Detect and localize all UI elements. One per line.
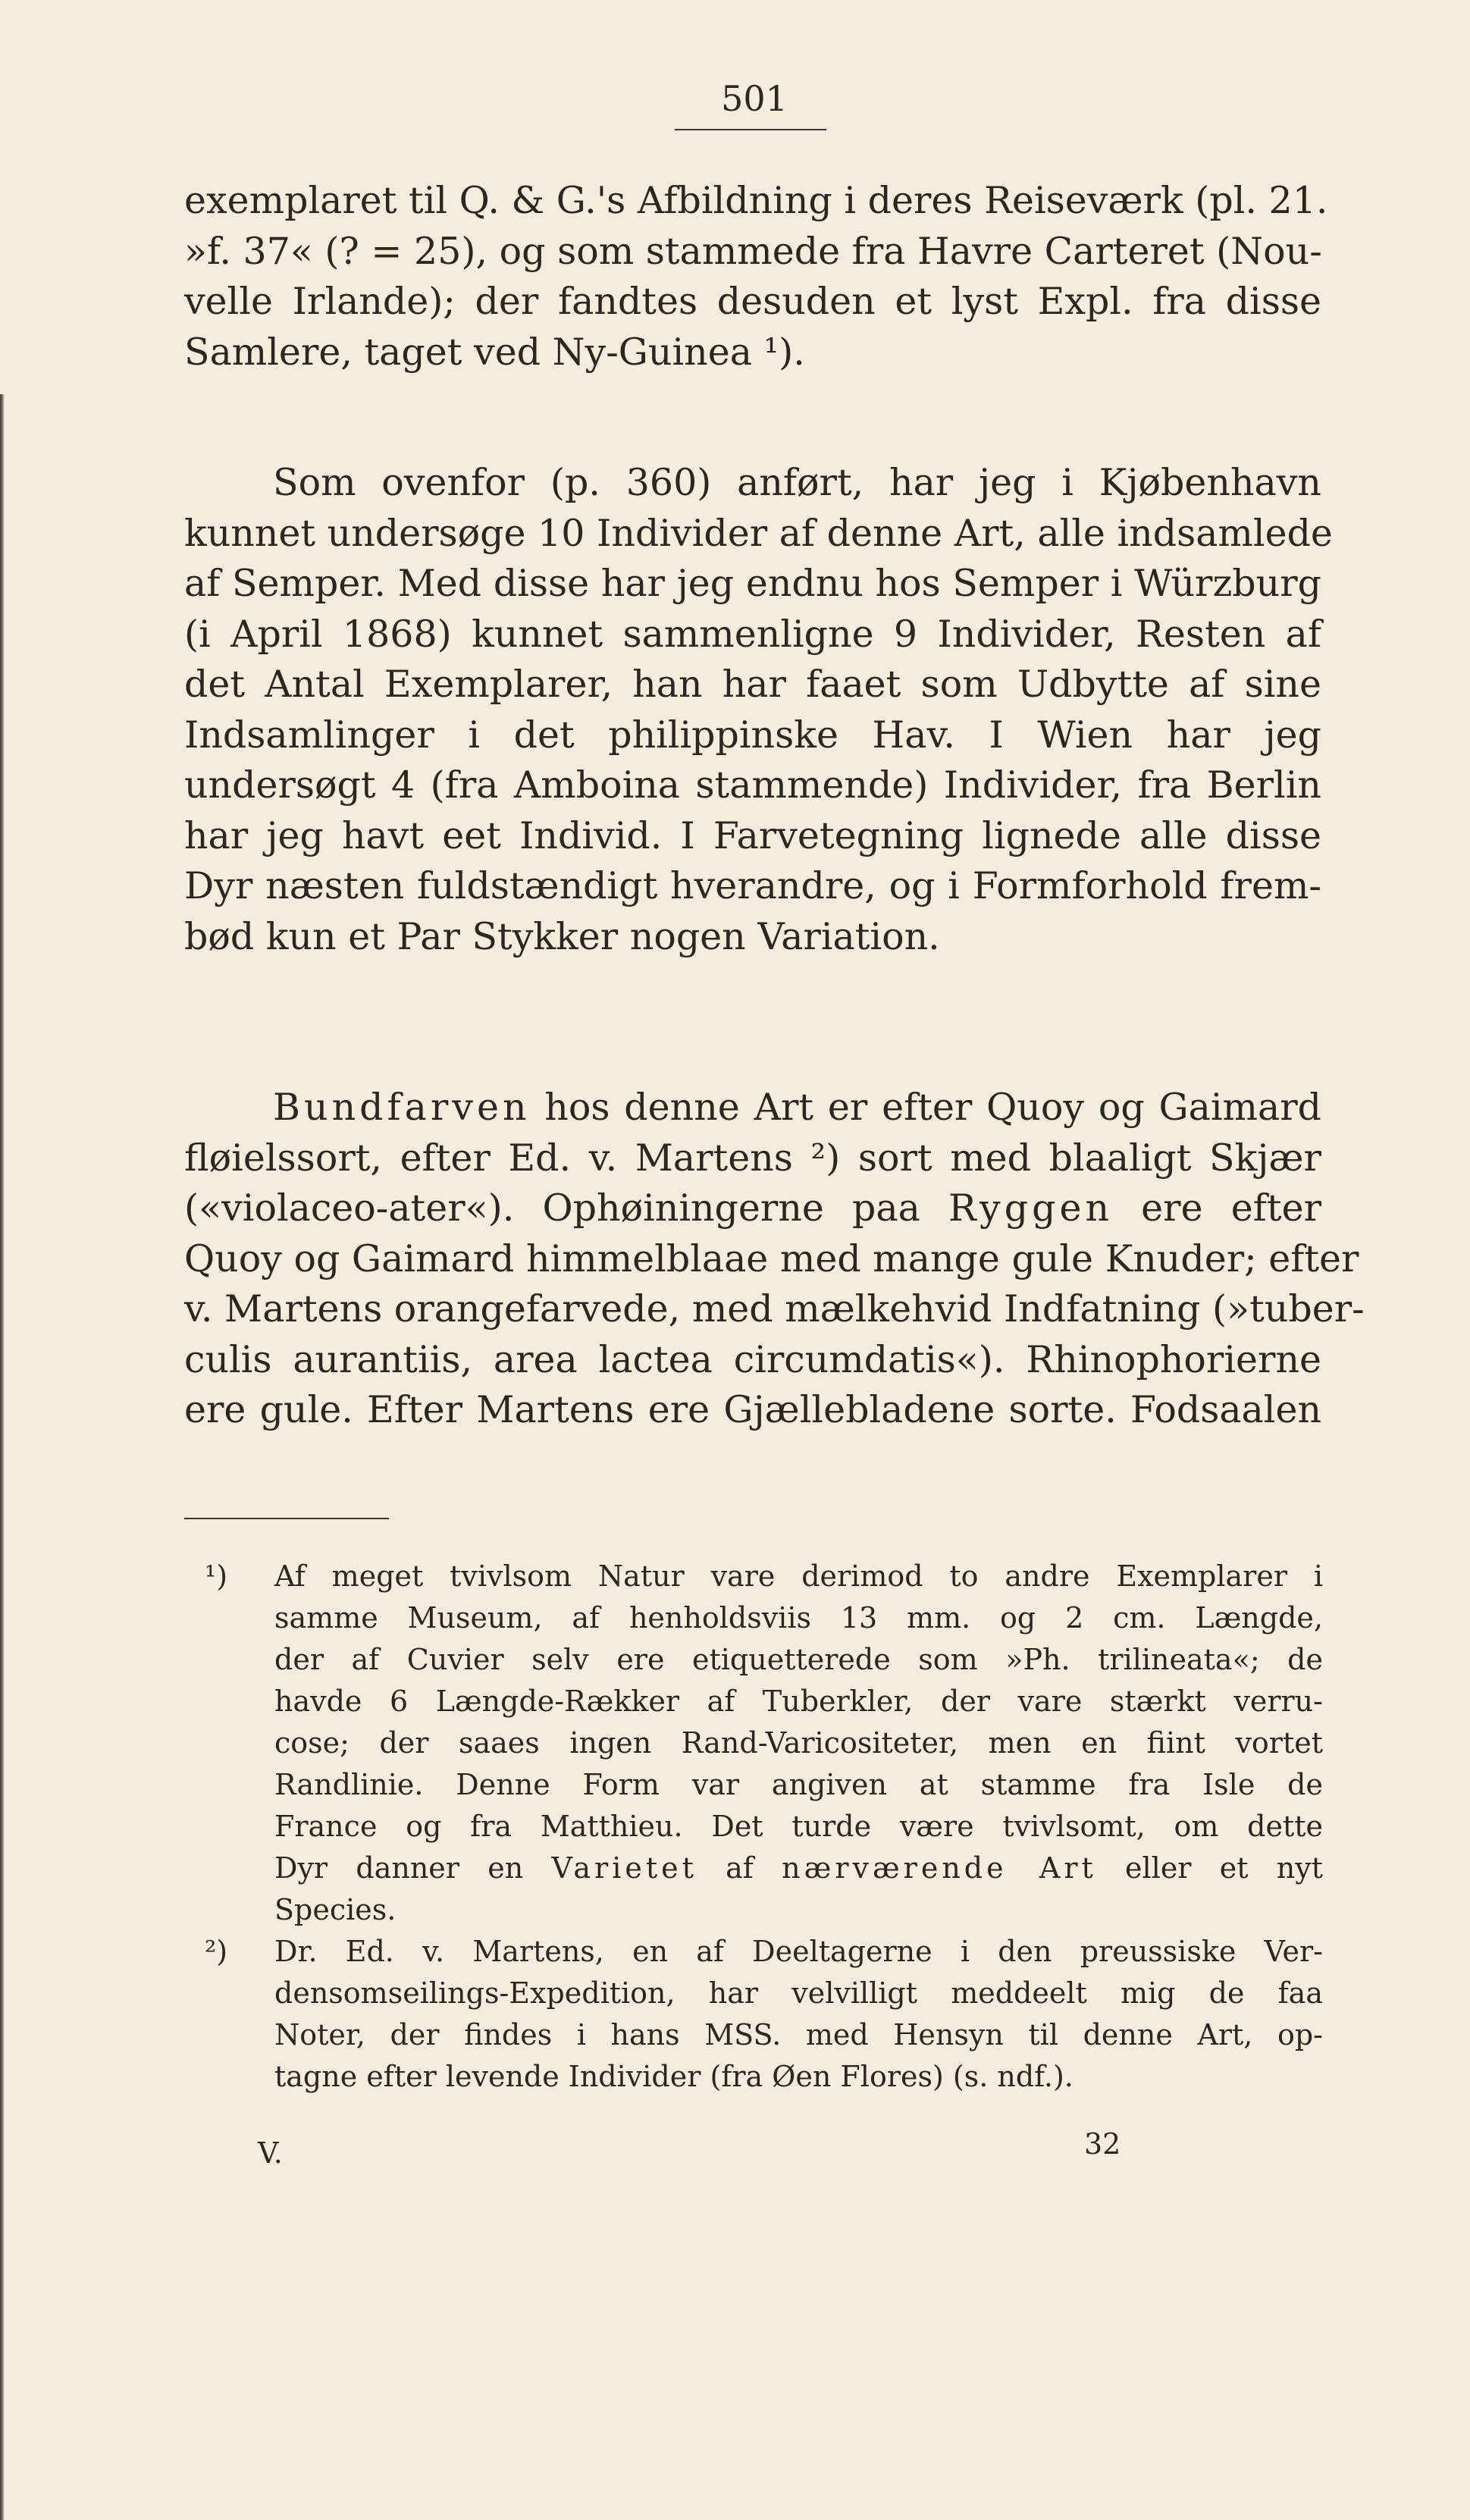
footnote-1 — [205, 1556, 1323, 1931]
page-edge-shadow — [0, 394, 5, 2520]
footnote-line: cose; der saaes ingen Rand-Varicositeter, men en fiint vortet — [274, 1726, 1323, 1760]
text-line: Samlere, taget ved Ny-Guinea ¹). — [184, 330, 805, 374]
footnote-marker: ¹) — [205, 1559, 228, 1593]
footnote-line: tagne efter levende Individer (fra Øen Flores) (s. ndf.). — [274, 2060, 1074, 2093]
text-line: Som ovenfor (p. 360) anført, har jeg i Kjøbenhavn — [273, 461, 1321, 504]
text-line: v. Martens orangefarvede, med mælkehvid Indfatning (»tuber- — [184, 1287, 1365, 1331]
spaced-word: Ryggen — [948, 1186, 1114, 1230]
text-fragment: af — [697, 1851, 782, 1885]
text-line: culis aurantiis, area lactea circumdatis«). Rhinophorierne — [184, 1337, 1321, 1381]
text-line: af Semper. Med disse har jeg endnu hos Semper i Würzburg — [184, 562, 1321, 605]
signature-mark: V. — [258, 2136, 283, 2170]
footnote-line: samme Museum, af henholdsviis 13 mm. og 2 cm. Længde, — [274, 1601, 1323, 1635]
page-number-rule — [675, 129, 826, 130]
text-line: (i April 1868) kunnet sammenligne 9 Individer, Resten af — [184, 612, 1321, 656]
text-line: Indsamlinger i det philippinske Hav. I Wien har jeg — [184, 713, 1321, 757]
text-line — [184, 1183, 1321, 1234]
footnote-line: havde 6 Længde-Rækker af Tuberkler, der vare stærkt verru- — [274, 1685, 1323, 1718]
text-fragment: ere efter — [1113, 1186, 1321, 1230]
text-fragment: («violaceo-ater«). Ophøiningerne paa — [184, 1186, 948, 1230]
text-line — [184, 1083, 1321, 1133]
text-line: det Antal Exemplarer, han har faaet som Udbytte af sine — [184, 663, 1321, 706]
text-line: har jeg havt eet Individ. I Farvetegning lignede alle disse — [184, 813, 1321, 857]
footnote-line — [274, 1848, 1323, 1889]
spaced-word: Bundfarven — [273, 1086, 531, 1129]
text-line: »f. 37« (? = 25), og som stammede fra Havre Carteret (Nou- — [184, 229, 1322, 273]
text-fragment: Dyr danner en — [274, 1851, 552, 1885]
text-line: undersøgt 4 (fra Amboina stammende) Individer, fra Berlin — [184, 763, 1321, 807]
sheet-number: 32 — [1084, 2127, 1121, 2161]
text-line: bød kun et Par Stykker nogen Variation. — [184, 914, 940, 958]
text-line: fløielssort, efter Ed. v. Martens ²) sort med blaaligt Skjær — [184, 1136, 1321, 1180]
footnote-rule — [184, 1518, 389, 1519]
footnote-line: France og fra Matthieu. Det turde være tvivlsomt, om dette — [274, 1810, 1323, 1843]
page-number: 501 — [721, 78, 788, 119]
text-line: kunnet undersøge 10 Individer af denne Art, alle indsamlede — [184, 511, 1333, 555]
text-line: exemplaret til Q. & G.'s Afbildning i deres Reiseværk (pl. 21. — [184, 179, 1328, 222]
spaced-word: Varietet — [551, 1851, 697, 1885]
footnote-line: Dr. Ed. v. Martens, en af Deeltagerne i den preussiske Ver- — [274, 1935, 1323, 1968]
footnote-line: Species. — [274, 1893, 396, 1926]
footnote-line: der af Cuvier selv ere etiquetterede som »Ph. trilineata«; de — [274, 1643, 1323, 1676]
footnote-line: Noter, der findes i hans MSS. med Hensyn til denne Art, op- — [274, 2018, 1323, 2051]
footnote-line: Randlinie. Denne Form var angiven at stamme fra Isle de — [274, 1768, 1323, 1801]
text-fragment: eller et nyt — [1096, 1851, 1323, 1885]
text-line: ere gule. Efter Martens ere Gjællebladene sorte. Fodsaalen — [184, 1388, 1321, 1431]
footnote-line: Af meget tvivlsom Natur vare derimod to andre Exemplarer i — [274, 1559, 1323, 1593]
footnote-2 — [205, 1931, 1323, 2098]
paragraph-1 — [184, 176, 1328, 378]
footnotes — [205, 1556, 1323, 2098]
paragraph-3 — [184, 1083, 1365, 1436]
spaced-word: nærværende Art — [782, 1851, 1097, 1885]
paragraph-2 — [184, 458, 1333, 962]
text-fragment: hos denne Art er efter Quoy og Gaimard — [530, 1086, 1321, 1129]
text-line: Dyr næsten fuldstændigt hverandre, og i Formforhold frem- — [184, 864, 1321, 907]
footnote-marker: ²) — [205, 1935, 228, 1968]
text-line: Quoy og Gaimard himmelblaae med mange gule Knuder; efter — [184, 1236, 1359, 1280]
text-line: velle Irlande); der fandtes desuden et lyst Expl. fra disse — [184, 280, 1321, 323]
footnote-line: densomseilings-Expedition, har velvilligt meddeelt mig de faa — [274, 1976, 1323, 2010]
